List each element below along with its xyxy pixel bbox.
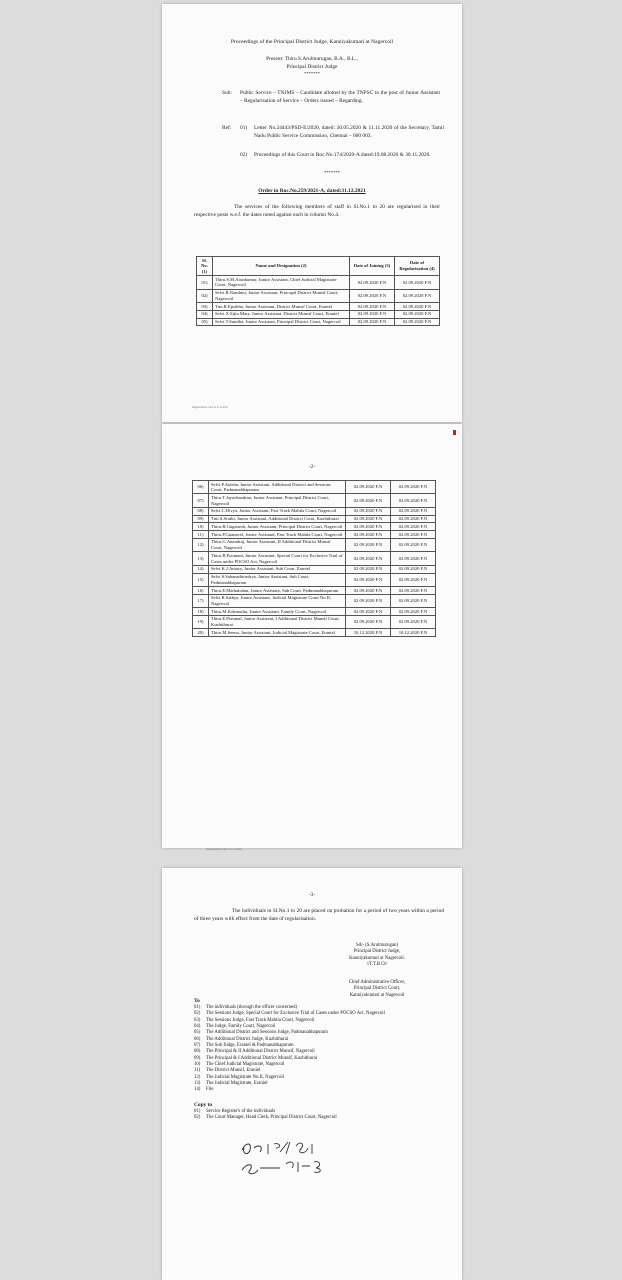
date-of-joining: 02.09.2020 F.N [346,481,391,494]
name-designation: Selvi.S.Sahanathirushya, Junior Assistant, Sub Court, Padmanabhapuram [209,573,346,586]
date-of-regularisation: 02.09.2020 F.N [391,594,436,607]
sl-number: 09) [193,515,209,523]
ref-label: Ref: [222,125,232,131]
list-item-text: The Judicial Magistrate, Eraniel [206,1080,268,1086]
page-number-2: -2- [308,464,316,470]
officer-place: Kanniyakumari at Nagercoil [349,992,405,998]
list-item-number: 01) [194,1005,201,1010]
list-item-number: 13) [194,1080,201,1086]
date-of-regularisation: 02.09.2020 F.N [395,318,440,326]
table-body-1 [197,276,440,326]
date-of-joining: 02.09.2020 F.N [350,310,395,318]
date-of-regularisation: 02.09.2020 F.N [391,507,436,515]
table-row [193,615,436,628]
list-item-number: 14) [194,1087,201,1093]
sl-number: 13) [193,552,209,565]
table-row [193,573,436,586]
col-date-of-joining: Date of Joining (3) [350,257,395,276]
date-of-joining: 02.09.2020 F.N [346,594,391,607]
list-item-number: 01) [194,1109,201,1114]
table-row [193,523,436,531]
sl-number: 07) [193,494,209,507]
signature-block [312,943,442,969]
sl-number: 10) [193,523,209,531]
date-of-regularisation: 02.09.2020 F.N [391,608,436,616]
recipient-list [194,1005,434,1094]
list-item-number: 02) [194,1011,201,1017]
list-item-text: The Additional District and Sessions Judge, Padmanabhapuram [206,1030,328,1036]
officer-title: Chief Administrative Officer, [348,980,406,985]
date-of-joining: 10.12.2020 F.N [346,629,391,637]
staff-table-2 [192,480,436,637]
date-of-regularisation: 02.09.2020 F.N [391,531,436,539]
sig-title: Principal District Judge, [353,949,401,955]
table-row [193,538,436,551]
table-row [193,494,436,507]
present-title: Principal District Judge [286,64,338,70]
date-of-joining: 02.09.2020 F.N [346,573,391,586]
sl-number: 14) [193,565,209,573]
sl-number: 03) [197,303,213,311]
name-designation: Thiru.E.Perumal, Junior Assistant, I Additional District Munsif Court, Kuzhithurai [209,615,346,628]
date-of-regularisation: 02.09.2020 F.N [395,276,440,289]
red-mark [453,430,456,435]
subject-text: Public Service – TNJMS – Candidate allotted by the TNPSC to the post of Junior Assistant – Regularisation of Service – Orders issued – Regarding. [240,90,440,104]
sig-name: Sd/- (S.Arulmurugan) [355,943,399,948]
handwriting-strokes [240,1136,360,1178]
probation-paragraph: The individuals in Sl.No.1 to 20 are placed on probation for a period of two years within a period of three years with effect from the date of regularisation. [194,908,444,922]
date-of-regularisation: 02.09.2020 F.N [391,515,436,523]
name-designation: Thiru.G.Anandraj, Junior Assistant, II Additional District Munsif Court, Nagercoil [209,538,346,551]
date-of-joining: 02.09.2020 F.N [346,552,391,565]
list-item-text: The Principal & II Additional District Munsif, Nagercoil [206,1049,315,1055]
date-of-regularisation: 02.09.2020 F.N [391,523,436,531]
sl-number: 15) [193,573,209,586]
table-row [193,507,436,515]
table-row [193,608,436,616]
table-row [197,276,440,289]
table-row [193,594,436,607]
list-item-number: 08) [194,1049,201,1055]
date-of-joining: 02.09.2020 F.N [346,494,391,507]
list-item-number: 04) [194,1023,201,1029]
name-designation: Selvi.X.Sijin Mary, Junior Assistant, District Munsif Court, Eraniel [213,310,350,318]
sl-number: 16) [193,587,209,595]
table-body-2 [193,481,436,637]
col-sl-no: Sl. No. (1) [197,257,213,276]
list-item-text: The Sessions Judge, Special Court for Exclusive Trial of Cases under POCSO Act, Nagercoil [206,1011,385,1017]
date-of-regularisation: 02.09.2020 F.N [395,289,440,302]
sl-number: 02) [197,289,213,302]
list-item-number: 09) [194,1055,201,1061]
order-paragraph: The services of the following members of staff in Sl.No.1 to 20 are regularised in their respective posts w.e.f. the dates noted against each in column No.4. [194,204,440,218]
name-designation: Selvi.P.Anisha, Junior Assistant, Additional District and Sessions Court, Padmanabhapuram [209,481,346,494]
list-item-text: Service Register's of the individuals [206,1109,276,1114]
date-of-regularisation: 02.09.2020 F.N [395,303,440,311]
sl-number: 12) [193,538,209,551]
name-designation: Selvi.K.J.Ansary, Junior Assistant, Sub Court, Eraniel [209,565,346,573]
date-of-regularisation: 02.09.2020 F.N [391,494,436,507]
name-designation: Thiru.P.Gnanavel, Junior Assistant, Fast Track Mahila Court, Nagercoil [209,531,346,539]
date-of-joining: 02.09.2020 F.N [346,565,391,573]
document-page-2 [162,424,462,851]
list-item-text: The District Munsif, Eraniel [206,1068,261,1074]
date-of-joining: 02.09.2020 F.N [350,303,395,311]
name-designation: Thiru.B.Poomani, Junior Assistant, Special Court for Exclusive Trial of Cases under POCSO Act, Nagercoil [209,552,346,565]
list-item-text: The Additional District Judge, Kuzhithurai [206,1036,289,1042]
name-designation: Thiru.R.Guganesh, Junior Assistant, Principal District Court, Nagercoil [209,523,346,531]
sl-number: 18) [193,608,209,616]
list-item-text: The Principal & I Additional District Munsif, Kuzhithurai [206,1055,318,1061]
sl-number: 19) [193,615,209,628]
document-page-3 [162,868,462,1280]
date-of-joining: 02.09.2020 F.N [346,587,391,595]
document-page-1 [162,4,462,422]
ref2-number: 02) [240,152,248,158]
table-header-row [197,257,440,276]
date-of-regularisation: 02.09.2020 F.N [395,310,440,318]
list-item-number: 06) [194,1036,201,1042]
table-row [193,481,436,494]
table-row [197,318,440,326]
ref1-number: 01) [240,125,248,131]
sig-ttbo: //T.T.B.O// [366,962,388,968]
list-item-number: 12) [194,1074,201,1080]
table-row [197,289,440,302]
date-of-joining: 02.09.2020 F.N [346,507,391,515]
name-designation: Selvi.R.Nanthini, Junior Assistant, Principal District Munsif Court, Nagercoil [213,289,350,302]
sl-number: 08) [193,507,209,515]
list-item-text: The individuals (through the officer concerned) [206,1005,298,1010]
handwritten-annotation [240,1136,360,1178]
col-name-designation: Name and Designation (2) [213,257,350,276]
officer-block [312,980,442,999]
date-of-regularisation: 02.09.2020 F.N [391,565,436,573]
date-of-joining: 02.09.2020 F.N [350,318,395,326]
sub-label: Sub: [222,90,232,96]
stars-divider-2: ******* [324,170,340,175]
ref2-text: Proceedings of this Court in Roc.No.174/2020-A dated:19.08.2020 & 30.11.2020. [254,152,431,158]
list-item-number: 07) [194,1042,201,1048]
name-designation: Thiru.M.Kalimuthu, Junior Assistant, Family Court, Nagercoil [209,608,346,616]
table-row [193,629,436,637]
list-item-text: The Sessions Judge, Fast Track Mahila Court, Nagercoil [206,1017,315,1023]
present-line: Present: Thiru.S.Arulmurugan, B.A., B.L., [266,56,358,62]
sl-number: 01) [197,276,213,289]
list-item-number: 05) [194,1030,201,1036]
date-of-joining: 02.09.2020 F.N [346,538,391,551]
list-item-text: The Court Manager, Head Clerk, Principal District Court, Nagercoil [206,1115,337,1121]
sig-place: Kanniyakumari at Nagercoil. [349,955,405,961]
sl-number: 06) [193,481,209,494]
date-of-regularisation: 02.09.2020 F.N [391,615,436,628]
staff-table-1 [196,256,440,326]
footnote-2: Regularisation order dt 31.12.2021 [206,848,243,851]
list-item-number: 10) [194,1061,201,1067]
table-row [193,515,436,523]
table-row [193,565,436,573]
date-of-joining: 02.09.2020 F.N [346,515,391,523]
list-item-text: The Judge, Family Court, Nagercoil [206,1023,276,1029]
table-row [193,587,436,595]
proceedings-heading: Proceedings of the Principal District Judge, Kanniyakumari at Nagercoil [230,39,394,45]
copy-list [194,1109,434,1122]
date-of-joining: 02.09.2020 F.N [346,531,391,539]
name-designation: Selvi.C.Divya, Junior Assistant, Fast Track Mahila Court, Nagercoil [209,507,346,515]
date-of-regularisation: 02.09.2020 F.N [391,587,436,595]
name-designation: Thiru.E.Mathubalan, Junior Assistant, Sub Court, Padmanabhapuram [209,587,346,595]
list-item-text: The Judicial Magistrate No.II, Nagercoil [206,1074,285,1080]
list-item-text: File [206,1087,214,1093]
to-label: To [194,998,200,1004]
name-designation: Thiru.T.Jayachandran, Junior Assistant, Principal District Court, Nagercoil [209,494,346,507]
date-of-joining: 02.09.2020 F.N [350,289,395,302]
date-of-joining: 02.09.2020 F.N [346,523,391,531]
name-designation: Selvi.T.Sunitha, Junior Assistant, Principal District Court, Nagercoil [213,318,350,326]
list-item-number: 11) [194,1068,201,1074]
name-designation: Selvi.R.Sathya, Junior Assistant, Judicial Magistrate Court No.II, Nagercoil [209,594,346,607]
order-title: Order in Roc.No.259/2021-A, dated:31.12.2021 [258,188,366,194]
officer-court: Principal District Court, [353,986,401,992]
date-of-joining: 02.09.2020 F.N [346,615,391,628]
ref1-text: Letter No.24443/PSD-E/2020, dated: 30.05.2020 & 11.11.2020 of the Secretary, Tamil Nadu Public Service Commission, Chennai – 600 003. [254,125,444,139]
table-row [197,310,440,318]
sl-number: 20) [193,629,209,637]
table-row [197,303,440,311]
list-item-number: 02) [194,1115,201,1121]
table-row [193,552,436,565]
sl-number: 05) [197,318,213,326]
list-item [194,1087,434,1093]
list-item-number: 03) [194,1017,201,1023]
date-of-regularisation: 02.09.2020 F.N [391,538,436,551]
date-of-regularisation: 02.09.2020 F.N [391,552,436,565]
page-number-3: -3- [308,892,316,898]
date-of-joining: 02.09.2020 F.N [350,276,395,289]
name-designation: Tmt.S.Sruthi, Junior Assistant, Additional District Court, Kuzhithurai [209,515,346,523]
copy-label: Copy to [194,1102,213,1108]
name-designation: Thiru.M.Seenu, Junior Assistant, Judicial Magistrate Court, Eraniel [209,629,346,637]
stars-divider: ******* [304,71,320,76]
date-of-joining: 02.09.2020 F.N [346,608,391,616]
sl-number: 11) [193,531,209,539]
footnote-1: Regularisation order dt 31.12.2021 [192,406,229,409]
name-designation: Thiru.S.M.Arunkumar, Junior Assistant, Chief Judicial Magistrate Court, Nagercoil [213,276,350,289]
sl-number: 04) [197,310,213,318]
table-row [193,531,436,539]
list-item-text: The Chief Judicial Magistrate, Nagercoil [206,1061,285,1067]
date-of-regularisation: 10.12.2020 F.N [391,629,436,637]
sl-number: 17) [193,594,209,607]
date-of-regularisation: 02.09.2020 F.N [391,481,436,494]
list-item [194,1115,434,1121]
date-of-regularisation: 02.09.2020 F.N [391,573,436,586]
col-date-of-regularisation: Date of Regularisation (4) [395,257,440,276]
list-item-text: The Sub Judge, Eraniel & Padmanabhapuram [206,1042,294,1048]
name-designation: Tmt.R.Epsibha, Junior Assistant, District Munsif Court, Eraniel [213,303,350,311]
